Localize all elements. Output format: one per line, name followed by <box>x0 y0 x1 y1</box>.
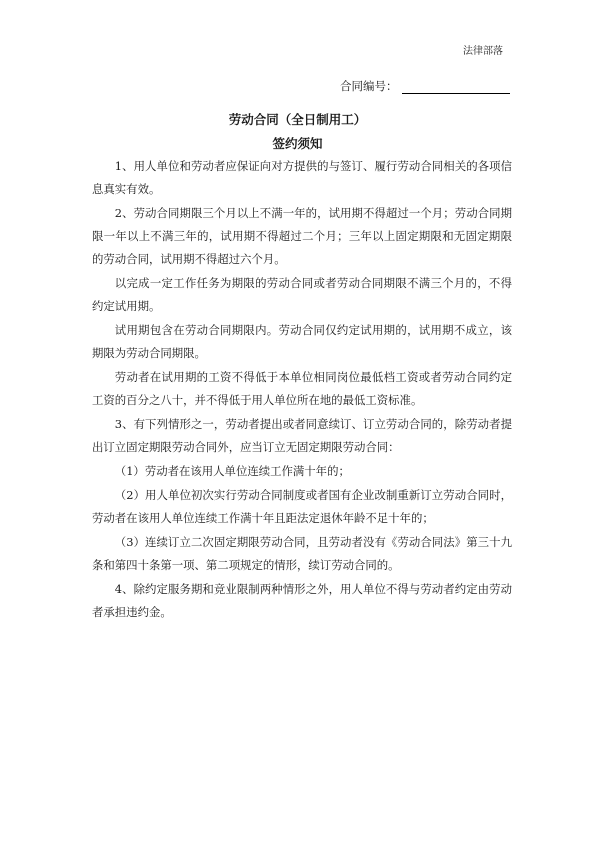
contract-number-line <box>340 78 510 94</box>
paragraph: 试用期包含在劳动合同期限内。劳动合同仅约定试用期的，试用期不成立，该期限为劳动合同期限。 <box>92 323 512 360</box>
paragraph: 1、用人单位和劳动者应保证向对方提供的与签订、履行劳动合同相关的各项信息真实有效。 <box>92 159 512 196</box>
contract-number-label: 合同编号： <box>340 79 398 93</box>
paragraph: 3、有下列情形之一，劳动者提出或者同意续订、订立劳动合同的，除劳动者提出订立固定期限劳动合同外，应当订立无固定期限劳动合同： <box>92 417 512 454</box>
paragraph: 以完成一定工作任务为期限的劳动合同或者劳动合同期限不满三个月的，不得约定试用期。 <box>92 276 512 313</box>
paragraph: 2、劳动合同期限三个月以上不满一年的，试用期不得超过一个月；劳动合同期限一年以上不满三年的，试用期不得超过二个月；三年以上固定期限和无固定期限的劳动合同，试用期不得超过六个月。 <box>92 206 512 266</box>
paragraph: 劳动者在试用期的工资不得低于本单位相同岗位最低档工资或者劳动合同约定工资的百分之八十，并不得低于用人单位所在地的最低工资标准。 <box>92 370 512 407</box>
contract-number-blank <box>402 80 510 94</box>
paragraph: 4、除约定服务期和竞业限制两种情形之外，用人单位不得与劳动者约定由劳动者承担违约金。 <box>92 582 512 619</box>
paragraph: （3）连续订立二次固定期限劳动合同，且劳动者没有《劳动合同法》第三十九条和第四十条第一项、第二项规定的情形，续订劳动合同的。 <box>92 535 512 572</box>
paragraph: （1）劳动者在该用人单位连续工作满十年的； <box>114 464 350 478</box>
document-title: 劳动合同（全日制用工） <box>228 112 367 127</box>
header-source-label: 法律部落 <box>463 46 503 57</box>
document-body <box>92 155 512 625</box>
document-subtitle: 签约须知 <box>272 136 323 151</box>
paragraph: （2）用人单位初次实行劳动合同制度或者国有企业改制重新订立劳动合同时，劳动者在该用人单位连续工作满十年且距法定退休年龄不足十年的； <box>92 488 512 525</box>
